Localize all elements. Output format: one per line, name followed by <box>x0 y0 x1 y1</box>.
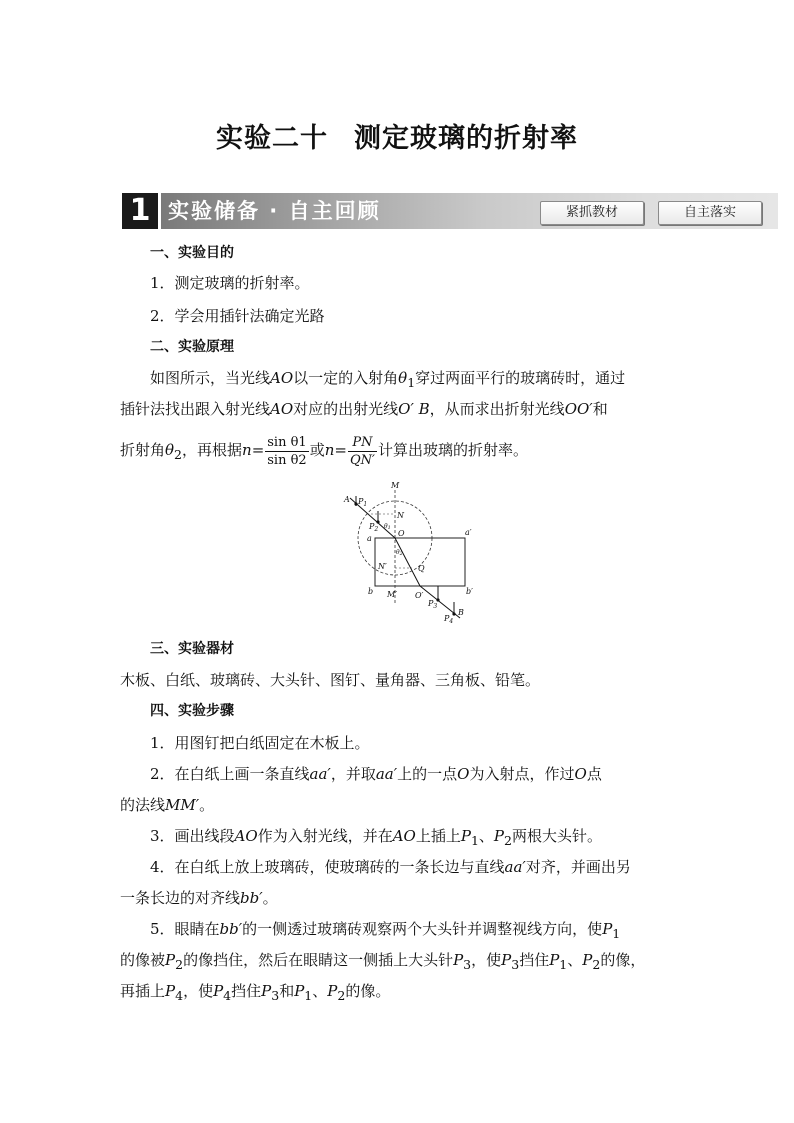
purpose-item-2: 2．学会用插针法确定光路 <box>150 307 325 325</box>
heading-steps: 四、实验步骤 <box>150 703 234 719</box>
step-2-line-2: 的法线MM′。 <box>120 796 215 814</box>
equipment-text: 木板、白纸、玻璃砖、大头针、图钉、量角器、三角板、铅笔。 <box>120 671 541 689</box>
principle-line-1: 如图所示，当光线AO以一定的入射角$\theta_1$穿过两面平行的玻璃砖时，通过 <box>150 369 626 390</box>
section-banner <box>122 193 778 229</box>
step-5-line-1: 5．眼睛在bb′的一侧透过玻璃砖观察两个大头针并调整视线方向，使$P_1$ <box>150 920 621 941</box>
label-theta1: θ1 <box>384 523 391 531</box>
heading-equipment: 三、实验器材 <box>150 641 234 657</box>
label-O-prime: O′ <box>415 591 424 600</box>
heading-purpose: 一、实验目的 <box>150 245 234 261</box>
label-B: B <box>458 608 464 617</box>
step-5-line-2: 的像被$P_2$的像挡住，然后在眼睛这一侧插上大头针$P_3$，使$P_3$挡住$P_1$、$P_2$的像， <box>120 951 646 972</box>
principle-line-3: 折射角$\theta_2$，再根据n= $\frac{\text{sin θ1}}{\text{sin θ2}}$ 或n= $\frac{PN}{QN'}$ 计算出玻璃的折射率。 <box>120 434 528 468</box>
label-b-prime: b′ <box>466 587 473 596</box>
label-O: O <box>398 529 405 538</box>
label-Q: Q <box>418 564 425 573</box>
label-P4: $P_4$ <box>444 614 454 625</box>
label-P3: $P_3$ <box>428 599 438 610</box>
refracted-ray <box>395 538 420 586</box>
label-M: M <box>391 481 400 490</box>
fraction-length: $\frac{PN}{QN'}$ <box>349 434 375 468</box>
step-1: 1．用图钉把白纸固定在木板上。 <box>150 734 370 752</box>
step-3: 3．画出线段AO作为入射光线，并在AO上插上$P_1$、$P_2$两根大头针。 <box>150 827 602 848</box>
label-a: a <box>367 534 372 543</box>
label-N-prime: N′ <box>378 562 387 571</box>
step-4-line-1: 4．在白纸上放上玻璃砖，使玻璃砖的一条长边与直线aa′对齐，并画出另 <box>150 858 631 876</box>
glass-brick <box>375 538 465 586</box>
banner-title: 实验储备 · 自主回顾 <box>168 199 381 223</box>
label-b: b <box>368 587 374 596</box>
fraction-sine: $\frac{\text{sin θ1}}{\text{sin θ2}}$ <box>267 434 307 468</box>
label-P1: $P_1$ <box>358 497 368 508</box>
tab-self-study-button[interactable]: 自主落实 <box>658 201 762 225</box>
label-a-prime: a′ <box>465 528 472 537</box>
label-A: A <box>344 495 350 504</box>
label-P2: $P_2$ <box>369 522 379 533</box>
label-theta2: θ2 <box>396 549 403 557</box>
step-4-line-2: 一条长边的对齐线bb′。 <box>120 889 278 907</box>
purpose-item-1: 1．测定玻璃的折射率。 <box>150 274 310 292</box>
tab-textbook-button[interactable]: 紧抓教材 <box>540 201 644 225</box>
banner-number: 1 <box>122 193 161 229</box>
step-5-line-3: 再插上$P_4$，使$P_4$挡住$P_3$和$P_1$、$P_2$的像。 <box>120 982 391 1003</box>
step-2-line-1: 2．在白纸上画一条直线aa′，并取aa′上的一点O为入射点，作过O点 <box>150 765 602 783</box>
page-title: 实验二十 测定玻璃的折射率 <box>216 123 578 154</box>
principle-line-2: 插针法找出跟入射光线AO对应的出射光线O′ B，从而求出折射光线OO′和 <box>120 400 608 418</box>
label-M-prime: M′ <box>387 590 398 599</box>
refraction-diagram <box>340 478 490 628</box>
heading-principle: 二、实验原理 <box>150 339 234 355</box>
label-N: N <box>397 511 404 520</box>
